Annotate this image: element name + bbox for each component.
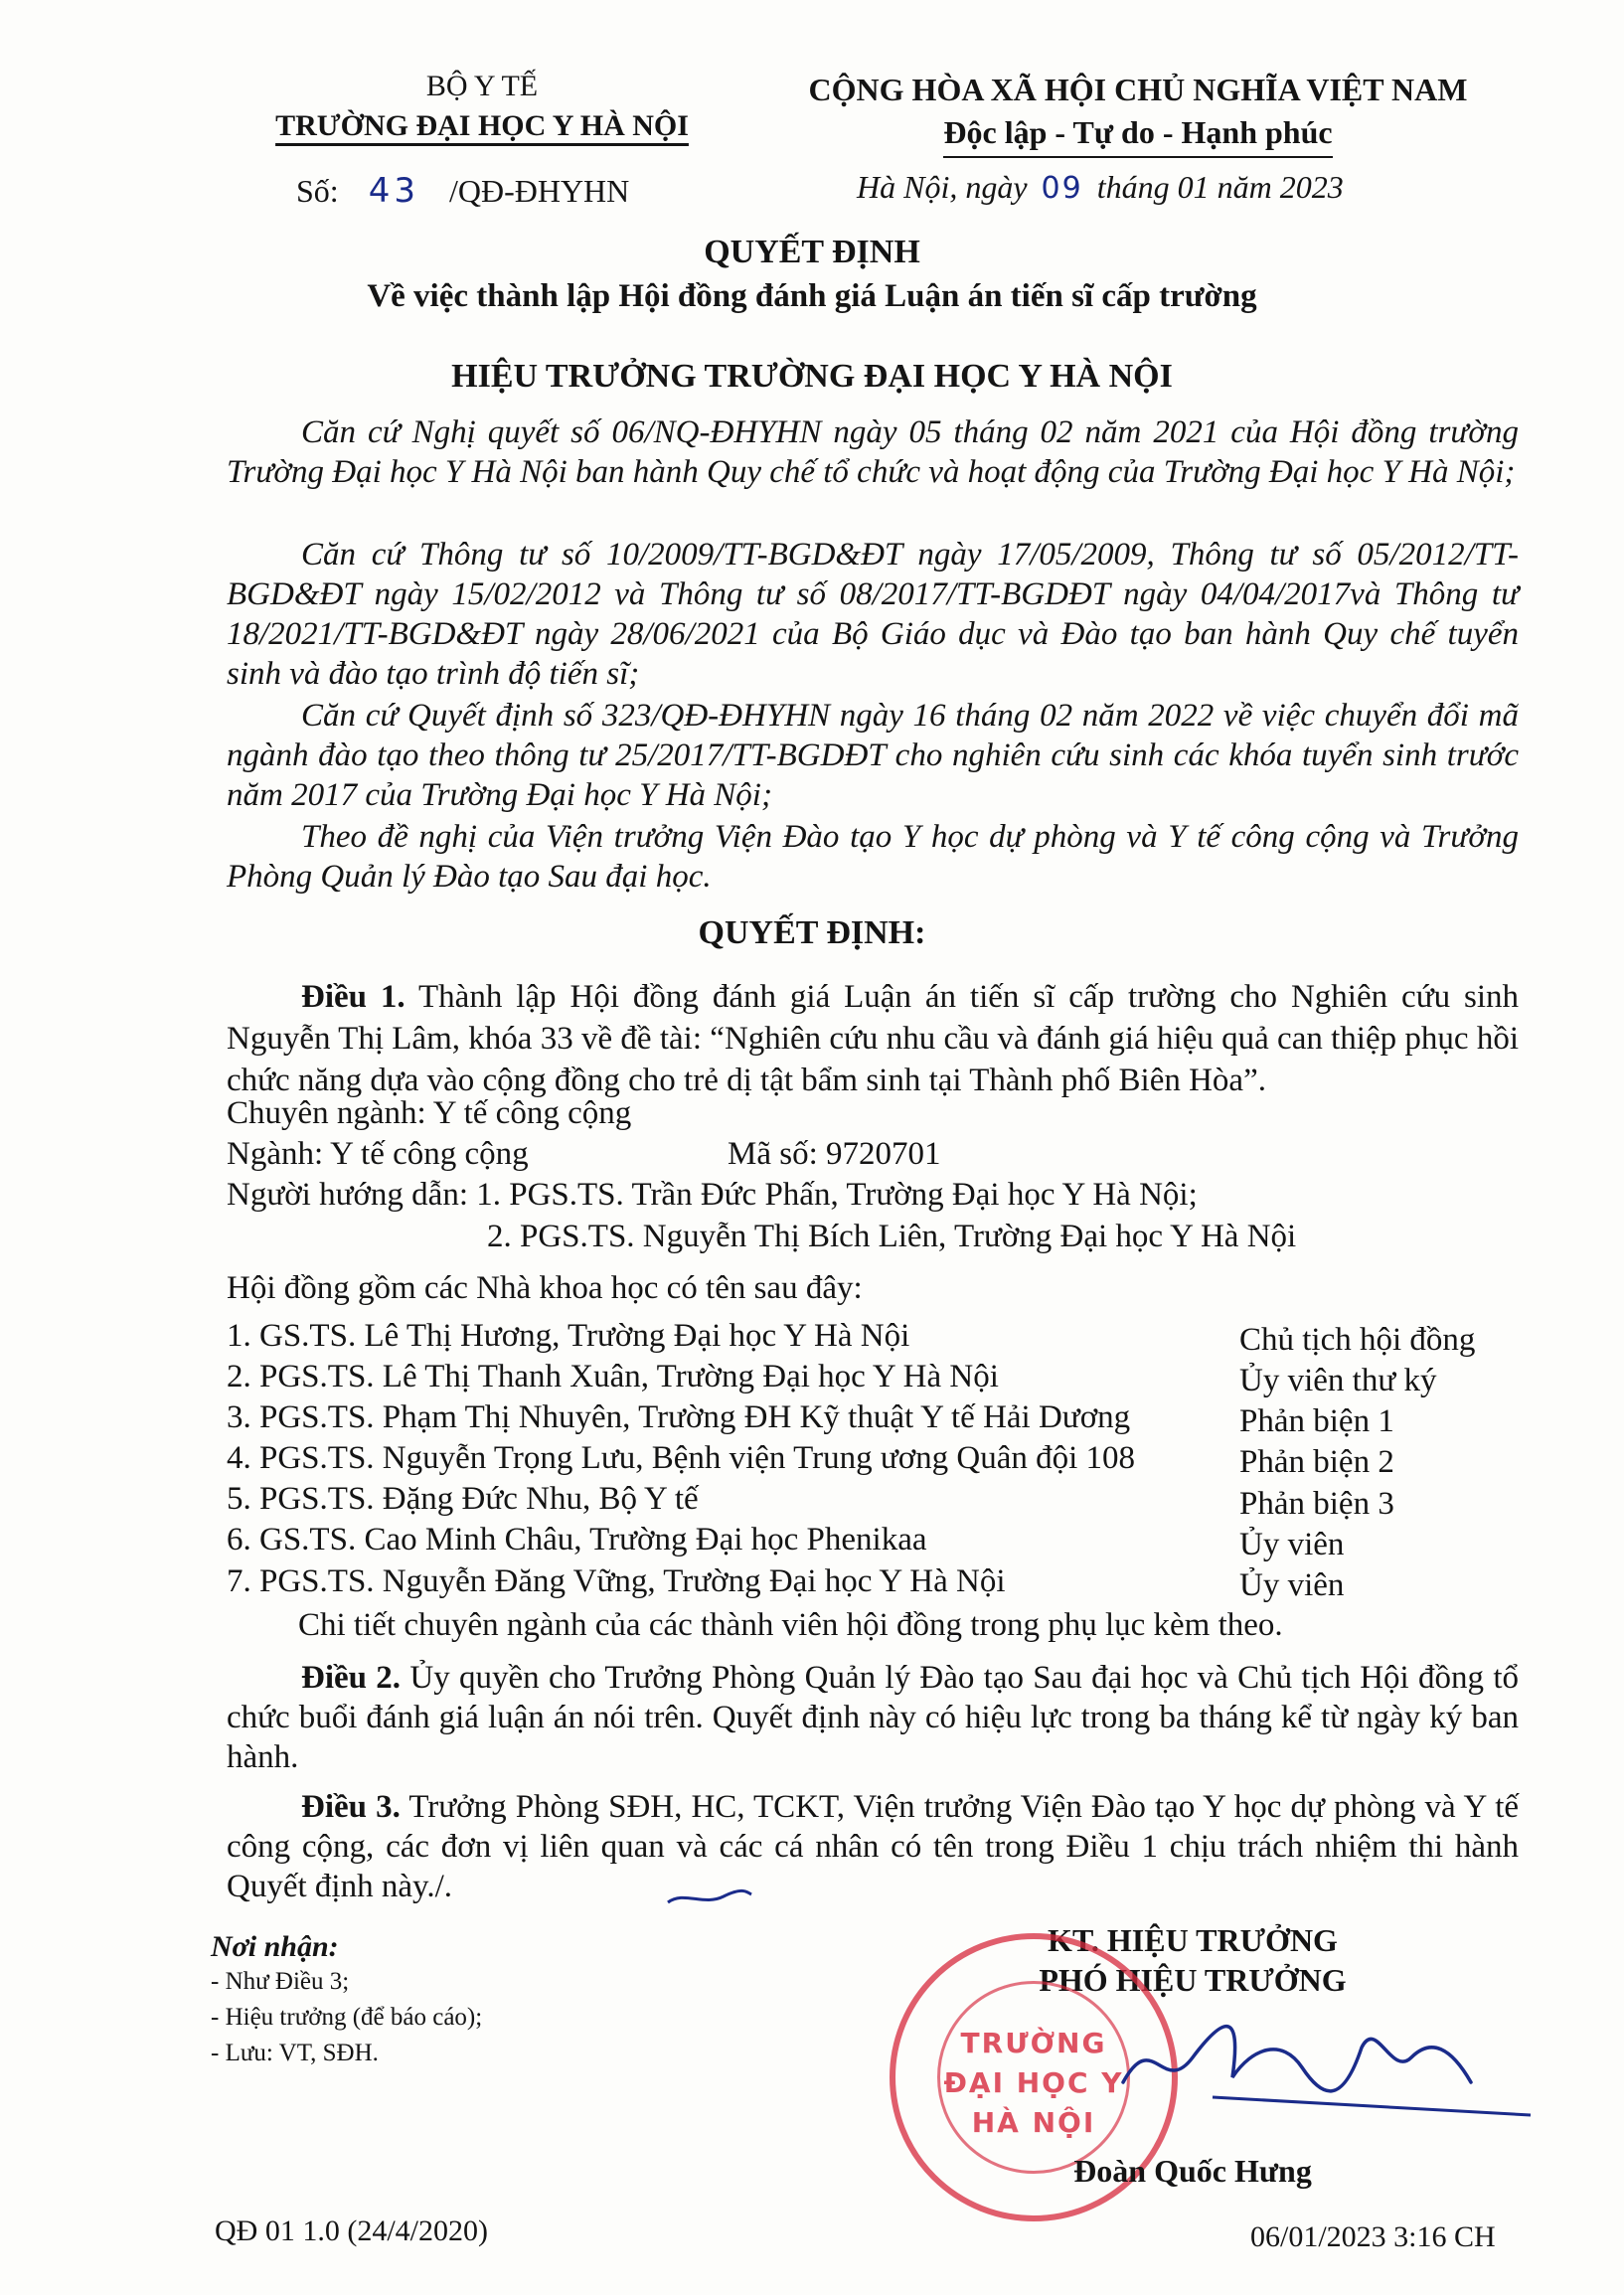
appendix-note: Chi tiết chuyên ngành của các thành viên hội đồng trong phụ lục kèm theo. <box>298 1607 1283 1643</box>
preamble-2 <box>227 535 1519 694</box>
motto <box>765 114 1511 151</box>
date-suffix: tháng 01 năm 2023 <box>1096 169 1344 205</box>
member-7-name: 7. PGS.TS. Nguyễn Đăng Vững, Trường Đại học Y Hà Nội <box>227 1563 1006 1599</box>
member-5-role: Phản biện 3 <box>1239 1486 1394 1522</box>
member-5-name: 5. PGS.TS. Đặng Đức Nhu, Bộ Y tế <box>227 1481 699 1517</box>
date-prefix: Hà Nội, ngày <box>857 169 1028 205</box>
nation-name: CỘNG HÒA XÃ HỘI CHỦ NGHĨA VIỆT NAM <box>808 72 1468 107</box>
advisor-1: Người hướng dẫn: 1. PGS.TS. Trần Đức Phấn, Trường Đại học Y Hà Nội; <box>227 1177 1198 1213</box>
recipients-heading: Nơi nhận: <box>211 1930 339 1963</box>
recipient-2: - Hiệu trưởng (để báo cáo); <box>211 2004 483 2031</box>
member-2-name: 2. PGS.TS. Lê Thị Thanh Xuân, Trường Đại học Y Hà Nội <box>227 1359 999 1394</box>
preamble-3 <box>227 696 1519 815</box>
member-3-role: Phản biện 1 <box>1239 1403 1394 1439</box>
issuing-authority: HIỆU TRƯỞNG TRƯỜNG ĐẠI HỌC Y HÀ NỘI <box>451 358 1173 395</box>
number-suffix: /QĐ-ĐHYHN <box>448 173 630 209</box>
member-4-name: 4. PGS.TS. Nguyễn Trọng Lưu, Bệnh viện Trung ương Quân đội 108 <box>227 1440 1136 1476</box>
member-7-role: Ủy viên <box>1239 1567 1345 1603</box>
members-intro: Hội đồng gồm các Nhà khoa học có tên sau đây: <box>227 1270 863 1306</box>
print-timestamp: 06/01/2023 3:16 CH <box>1250 2220 1496 2253</box>
preamble-4-text: Theo đề nghị của Viện trưởng Viện Đào tạo Y học dự phòng và Y tế công cộng và Trưởng Phòng Quản lý Đào tạo Sau đại học. <box>227 819 1519 895</box>
member-2-role: Ủy viên thư ký <box>1239 1363 1437 1398</box>
seal-line-3: HÀ NỘI <box>971 2106 1096 2139</box>
recipient-3: - Lưu: VT, SĐH. <box>211 2040 379 2066</box>
document-number <box>296 171 629 211</box>
specialty: Chuyên ngành: Y tế công cộng <box>227 1095 632 1131</box>
member-1-name: 1. GS.TS. Lê Thị Hương, Trường Đại học Y Hà Nội <box>227 1318 910 1354</box>
initial-flourish <box>664 1881 753 1910</box>
seal-line-2: ĐẠI HỌC Y <box>943 2066 1124 2099</box>
advisor-2: 2. PGS.TS. Nguyễn Thị Bích Liên, Trường Đại học Y Hà Nội <box>487 1219 1297 1254</box>
decision-heading: QUYẾT ĐỊNH: <box>698 914 926 951</box>
ministry-name: BỘ Y TẾ <box>425 70 539 102</box>
number-handwritten: 43 <box>368 171 419 211</box>
form-code: QĐ 01 1.0 (24/4/2020) <box>215 2214 488 2247</box>
field: Ngành: Y tế công cộng <box>227 1136 529 1172</box>
issue-date <box>857 169 1344 206</box>
signer-name: Đoàn Quốc Hưng <box>1073 2153 1312 2189</box>
decision-subject: Về việc thành lập Hội đồng đánh giá Luận án tiến sĩ cấp trường <box>367 278 1257 314</box>
field-code: Mã số: 9720701 <box>728 1136 941 1172</box>
member-6-role: Ủy viên <box>1239 1527 1345 1562</box>
article-3-text: Trưởng Phòng SĐH, HC, TCKT, Viện trưởng Viện Đào tạo Y học dự phòng và Y tế công cộng, các đơn vị liên quan và các cá nhân có tên trong Điều 1 chịu trách nhiệm thi hành Quyết định này./. <box>227 1789 1520 1904</box>
signer-title-2: PHÓ HIỆU TRƯỞNG <box>1039 1962 1347 1998</box>
member-6-name: 6. GS.TS. Cao Minh Châu, Trường Đại học Phenikaa <box>227 1522 927 1557</box>
handwritten-signature <box>1093 1988 1541 2137</box>
article-2-label: Điều 2. <box>301 1660 402 1696</box>
preamble-1 <box>227 412 1519 492</box>
article-2-text: Ủy quyền cho Trưởng Phòng Quản lý Đào tạo Sau đại học và Chủ tịch Hội đồng tổ chức buổi đánh giá luận án nói trên. Quyết định này có hiệu lực trong ba tháng kể từ ngày ký ban hành. <box>227 1660 1520 1775</box>
article-3 <box>227 1787 1519 1906</box>
preamble-3-text: Căn cứ Quyết định số 323/QĐ-ĐHYHN ngày 16 tháng 02 năm 2022 về việc chuyển đổi mã ngành đào tạo theo thông tư 25/2017/TT-BGDĐT cho nghiên cứu sinh các khóa tuyển sinh trước năm 2017 của Trường Đại học Y Hà Nội; <box>227 698 1519 813</box>
signer-title-1: KT. HIỆU TRƯỞNG <box>1048 1922 1338 1958</box>
seal-line-1: TRƯỜNG <box>960 2027 1107 2059</box>
date-day: 09 <box>1041 171 1083 206</box>
member-1-role: Chủ tịch hội đồng <box>1239 1322 1476 1358</box>
recipient-1: - Như Điều 3; <box>211 1968 350 1995</box>
preamble-2-text: Căn cứ Thông tư số 10/2009/TT-BGD&ĐT ngày 17/05/2009, Thông tư số 05/2012/TT-BGD&ĐT ngày 15/02/2012 và Thông tư số 08/2017/TT-BGDĐT ngày 04/04/2017và Thông tư 18/2021/TT-BGD&ĐT ngày 28/06/2021 của Bộ Giáo dục và Đào tạo ban hành Quy chế tuyển sinh và đào tạo trình độ tiến sĩ; <box>227 537 1519 692</box>
member-4-role: Phản biện 2 <box>1239 1444 1394 1480</box>
university-name: TRƯỜNG ĐẠI HỌC Y HÀ NỘI <box>275 109 689 142</box>
preamble-4 <box>227 817 1519 897</box>
article-2 <box>227 1658 1519 1777</box>
member-3-name: 3. PGS.TS. Phạm Thị Nhuyên, Trường ĐH Kỹ thuật Y tế Hải Dương <box>227 1399 1131 1435</box>
decision-title: QUYẾT ĐỊNH <box>704 234 920 270</box>
preamble-1-text: Căn cứ Nghị quyết số 06/NQ-ĐHYHN ngày 05 tháng 02 năm 2021 của Hội đồng trường Trường Đại học Y Hà Nội ban hành Quy chế tổ chức và hoạt động của Trường Đại học Y Hà Nội; <box>227 414 1519 490</box>
article-3-label: Điều 3. <box>301 1789 401 1825</box>
article-1 <box>227 976 1519 1101</box>
article-1-label: Điều 1. <box>301 979 406 1015</box>
number-label: Số: <box>296 173 339 209</box>
article-1-text: Thành lập Hội đồng đánh giá Luận án tiến sĩ cấp trường cho Nghiên cứu sinh Nguyễn Thị Lâm, khóa 33 về đề tài: “Nghiên cứu nhu cầu và đánh giá hiệu quả can thiệp phục hồi chức năng dựa vào cộng đồng cho trẻ dị tật bẩm sinh tại Thành phố Biên Hòa”. <box>227 979 1520 1098</box>
motto-text: Độc lập - Tự do - Hạnh phúc <box>943 114 1332 158</box>
